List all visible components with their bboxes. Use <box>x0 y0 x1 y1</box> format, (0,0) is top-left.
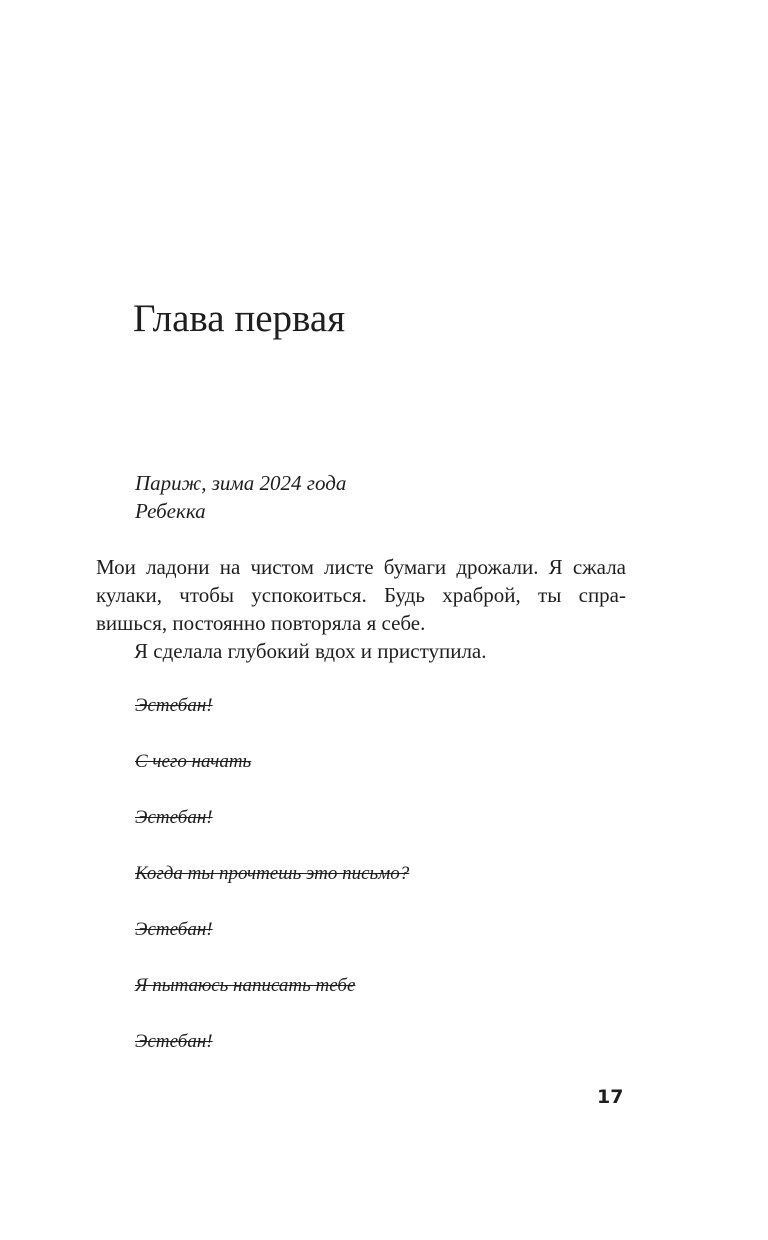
struck-line-text: Когда ты прочтешь это письмо? <box>135 863 410 884</box>
paragraph-line: вишься, постоянно повторяла я себе. <box>96 611 426 635</box>
paragraph-line: Я сделала глубокий вдох и приступила. <box>134 639 487 663</box>
chapter-title: Глава первая <box>133 297 346 340</box>
struck-line-text: Эстебан! <box>135 695 213 716</box>
struck-line <box>135 972 409 1028</box>
struck-line <box>135 860 409 916</box>
chapter-epigraph <box>135 469 346 525</box>
struck-line <box>135 692 409 748</box>
body-text <box>96 553 626 665</box>
narrator-name: Ребекка <box>135 499 206 523</box>
struck-line <box>135 804 409 860</box>
struck-line-text: Эстебан! <box>135 919 213 940</box>
paragraph-line: Мои ладони на чистом листе бумаги дрожали. Я сжала <box>96 555 626 579</box>
page-number: 17 <box>597 1086 624 1108</box>
place-date: Париж, зима 2024 года <box>135 471 347 495</box>
paragraph-line: кулаки, чтобы успокоиться. Будь храброй, ты спра- <box>96 583 626 607</box>
struck-line-text: Я пытаюсь написать тебе <box>135 975 356 996</box>
struck-line-text: Эстебан! <box>135 807 213 828</box>
struck-line <box>135 916 409 972</box>
struck-line <box>135 1028 409 1084</box>
struck-line-text: Эстебан! <box>135 1031 213 1052</box>
struck-line <box>135 748 409 804</box>
struck-through-lines <box>135 692 409 1084</box>
struck-line-text: С чего начать <box>135 751 252 772</box>
